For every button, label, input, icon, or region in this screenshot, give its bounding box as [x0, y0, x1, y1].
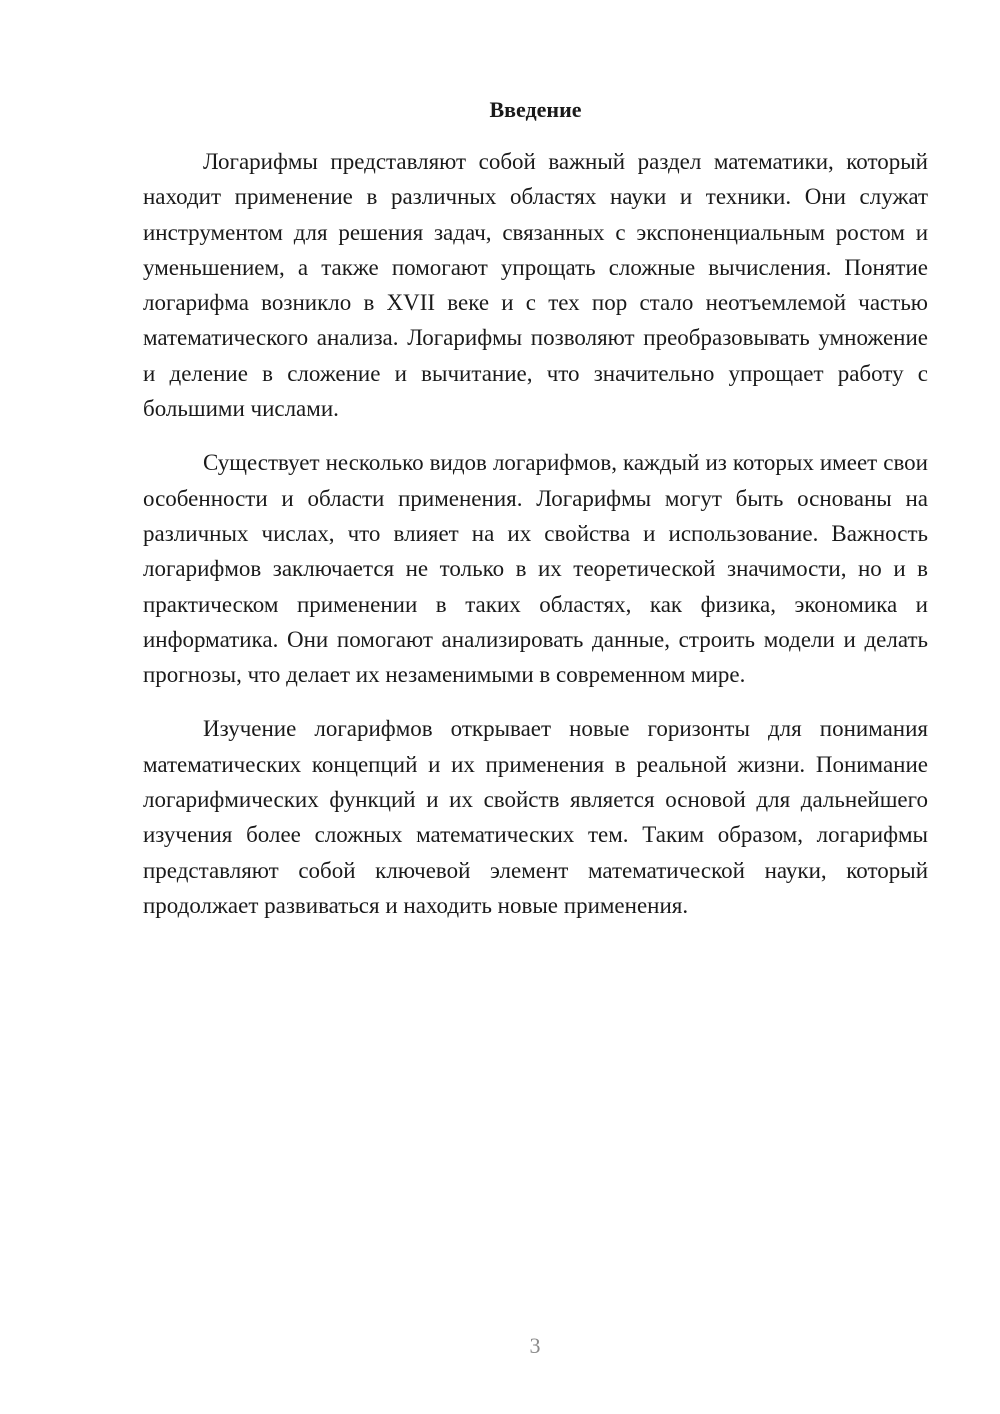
paragraph-3: Изучение логарифмов открывает новые горизонты для понимания математических концепций и их применения в реальной жизни. Понимание логарифмических функций и их свойств является основой для дальнейшего изучения более сложных математических тем. Таким образом, логарифмы представляют собой ключевой элемент математической науки, который продолжает развиваться и находить новые применения.: [143, 716, 928, 918]
page-number: 3: [529, 1333, 541, 1358]
paragraph-2: Существует несколько видов логарифмов, каждый из которых имеет свои особенности и области применения. Логарифмы могут быть основаны на различных числах, что влияет на их свойства и использование. Важность логарифмов заключается не только в их теоретической значимости, но и в практическом применении в таких областях, как физика, экономика и информатика. Они помогают анализировать данные, строить модели и делать прогнозы, что делает их незаменимыми в современном мире.: [143, 450, 928, 688]
section-title: Введение: [489, 97, 582, 122]
paragraph-1: Логарифмы представляют собой важный раздел математики, который находит применение в различных областях науки и техники. Они служат инструментом для решения задач, связанных с экспоненциальным ростом и уменьшением, а также помогают упрощать сложные вычисления. Понятие логарифма возникло в XVII веке и с тех пор стало неотъемлемой частью математического анализа. Логарифмы позволяют преобразовывать умножение и деление в сложение и вычитание, что значительно упрощает работу с большими числами.: [143, 149, 928, 422]
page-content: [143, 92, 928, 942]
